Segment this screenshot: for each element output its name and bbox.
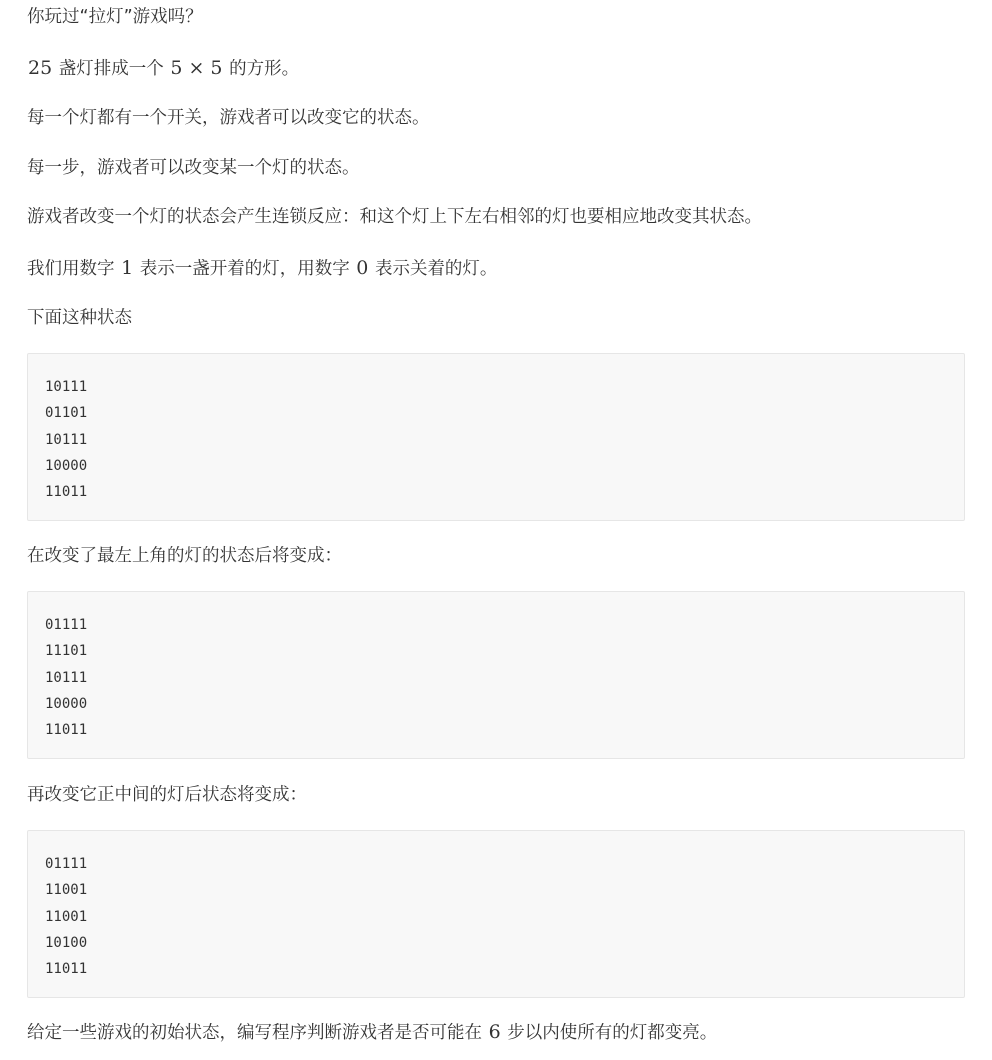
math-number: 0 <box>356 257 369 279</box>
code-line: 01111 <box>45 856 88 872</box>
paragraph-task <box>27 1021 717 1044</box>
code-line: 10100 <box>45 934 88 951</box>
code-line: 11011 <box>45 961 88 978</box>
text-fragment: 表示关着的灯。 <box>369 259 498 279</box>
text-fragment: 给定一些游戏的初始状态，编写程序判断游戏者是否可能在 <box>27 1023 488 1043</box>
text-fragment: 我们用数字 <box>27 259 121 279</box>
paragraph-after-center: 再改变它正中间的灯后状态将变成： <box>27 785 307 805</box>
code-line: 10000 <box>45 695 88 712</box>
math-expression: 5 × 5 <box>170 57 223 79</box>
math-number: 25 <box>28 57 53 79</box>
code-line: 11011 <box>45 722 88 739</box>
code-line: 11011 <box>45 484 88 501</box>
code-line: 01111 <box>45 617 88 633</box>
code-block-after-top-left <box>27 591 965 759</box>
math-number: 1 <box>121 257 134 279</box>
math-number: 6 <box>488 1021 501 1043</box>
code-block-after-center <box>27 830 965 998</box>
code-line: 11001 <box>45 908 88 925</box>
code-line: 10000 <box>45 457 88 474</box>
code-line: 10111 <box>45 379 88 395</box>
code-line: 11101 <box>45 643 88 660</box>
paragraph-after-top-left: 在改变了最左上角的灯的状态后将变成： <box>27 546 342 566</box>
paragraph-intro-question: 你玩过“拉灯”游戏吗？ <box>27 7 203 27</box>
code-block-initial-state <box>27 353 965 521</box>
code-line: 10111 <box>45 669 88 686</box>
text-fragment: 步以内使所有的灯都变亮。 <box>501 1023 718 1043</box>
paragraph-switch-rule: 每一个灯都有一个开关，游戏者可以改变它的状态。 <box>27 108 430 128</box>
text-fragment: 盏灯排成一个 <box>53 59 170 79</box>
paragraph-grid-size <box>27 57 299 80</box>
paragraph-step-rule: 每一步，游戏者可以改变某一个灯的状态。 <box>27 158 360 178</box>
paragraph-encoding <box>27 257 497 280</box>
paragraph-following-state: 下面这种状态 <box>27 308 132 328</box>
paragraph-chain-reaction: 游戏者改变一个灯的状态会产生连锁反应：和这个灯上下左右相邻的灯也要相应地改变其状态。 <box>27 207 762 227</box>
code-line: 01101 <box>45 405 88 422</box>
text-fragment: 表示一盏开着的灯，用数字 <box>134 259 356 279</box>
code-line: 10111 <box>45 431 88 448</box>
code-line: 11001 <box>45 882 88 899</box>
text-fragment: 的方形。 <box>223 59 300 79</box>
